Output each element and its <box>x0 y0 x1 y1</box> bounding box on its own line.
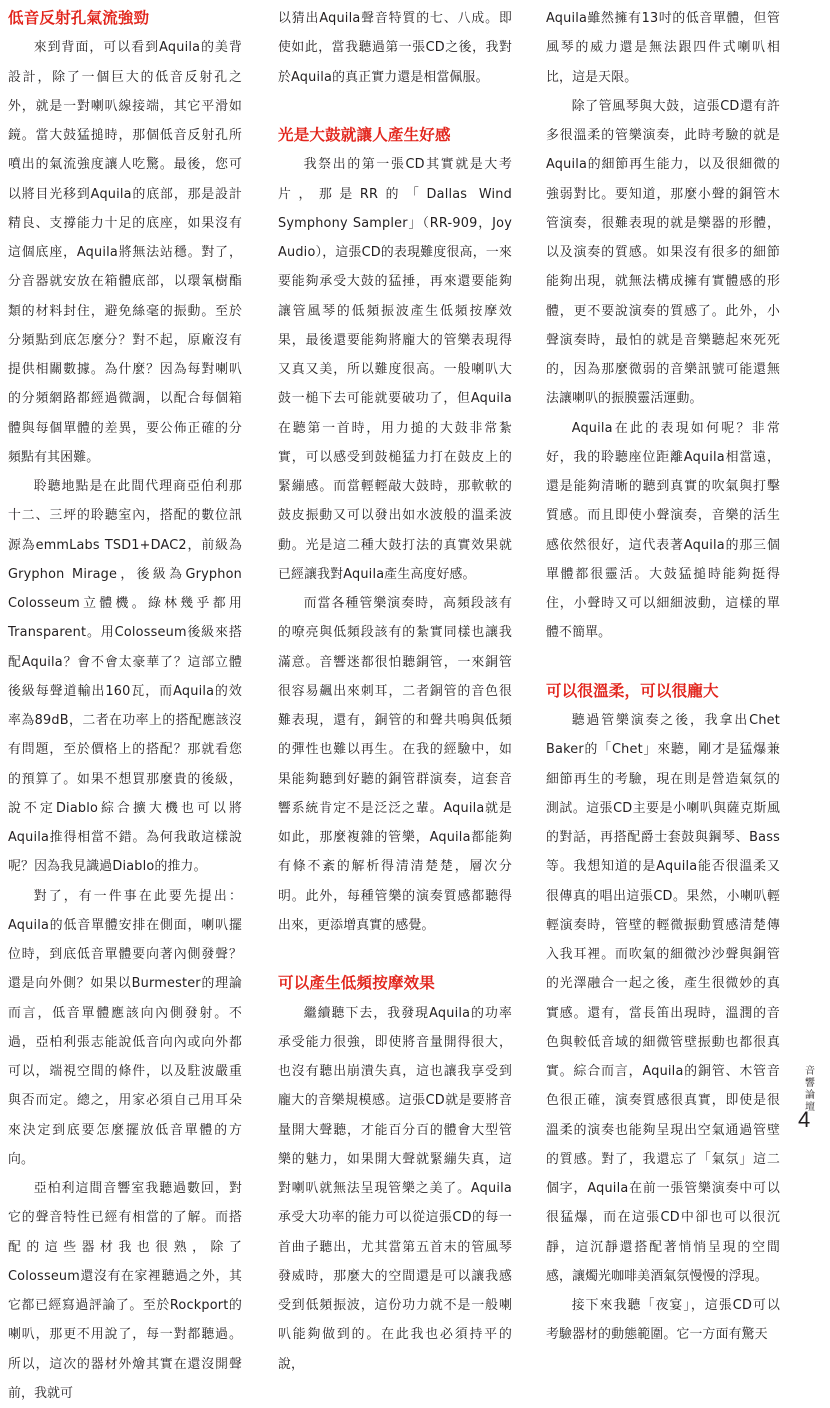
body-paragraph: 聆聽地點是在此間代理商亞伯利那十二、三坪的聆聽室內，搭配的數位訊源為emmLabs TSD1+DAC2，前級為Gryphon Mirage，後級為Gryphon Colosseum立體機。綠林幾乎都用Transparent。用Colosseum後級來搭配Aquila？會不會太豪華了？這部立體後級每聲道輸出160瓦，而Aquila的效率為89dB，二者在功率上的搭配應該沒有問題，至於價格上的搭配？那就看您的預算了。如果不想買那麼貴的後級，說不定Diablo綜合擴大機也可以將Aquila推得相當不錯。為何我敢這樣說呢？因為我見識過Diablo的推力。 <box>8 479 242 875</box>
body-paragraph: 除了管風琴與大鼓，這張CD還有許多很溫柔的管樂演奏，此時考驗的就是Aquila的細節再生能力，以及很細微的強弱對比。要知道，那麼小聲的銅管木管演奏，很難表現的就是樂器的形體，以及演奏的質感。如果沒有很多的細節能夠出現，就無法構成擁有實體感的形體，更不要說演奏的質感了。此外，小聲演奏時，最怕的就是音樂聽起來死死的，因為那麼微弱的音樂訊號可能還無法讓喇叭的振膜靈活運動。 <box>546 98 780 407</box>
article-column-1 <box>8 4 242 1408</box>
article-column-2 <box>278 4 512 1379</box>
section-heading: 可以很溫柔，可以很龐大 <box>546 681 719 700</box>
body-paragraph-continued: 以猜出Aquila聲音特質的七、八成。即使如此，當我聽過第一張CD之後，我對於Aquila的真正實力還是相當佩服。 <box>278 11 512 85</box>
body-paragraph: 繼續聽下去，我發現Aquila的功率承受能力很強，即使將音量開得很大，也沒有聽出崩潰失真，這也讓我享受到龐大的音樂規模感。這張CD就是要將音量開大聲聽，才能百分百的體會大型管樂的魅力，如果開大聲就緊繃失真，這對喇叭就無法呈現管樂之美了。Aquila承受大功率的能力可以從這張CD的每一首曲子聽出，尤其當第五首末的管風琴發威時，那麼大的空間還是可以讓我感受到低頻振波，這份功力就不是一般喇叭能夠做到的。在此我也必須持平的說， <box>278 1005 512 1372</box>
body-paragraph: 而當各種管樂演奏時，高頻段該有的嘹亮與低頻段該有的紮實同樣也讓我滿意。音響迷都很怕聽銅管，一來銅管很容易飆出來刺耳，二者銅管的音色很難表現，還有，銅管的和聲共鳴與低頻的彈性也難以再生。在我的經驗中，如果能夠聽到好聽的銅管群演奏，這套音響系統肯定不是泛泛之輩。Aquila就是如此，那麼複雜的管樂，Aquila都能夠有條不紊的解析得清清楚楚，層次分明。此外，每種管樂的演奏質感都聽得出來，更添增真實的感覺。 <box>278 596 512 933</box>
section-heading: 光是大鼓就讓人產生好感 <box>278 126 451 144</box>
magazine-name-label: 音響論壇 <box>805 1066 815 1113</box>
body-paragraph: 接下來我聽「夜宴」，這張CD可以考驗器材的動態範圍。它一方面有驚天 <box>546 1298 780 1343</box>
body-paragraph-continued: Aquila雖然擁有13吋的低音單體，但管風琴的威力還是無法跟四件式喇叭相比，這是天限。 <box>546 11 780 85</box>
article-column-3 <box>546 4 780 1350</box>
body-paragraph: 亞柏利這間音響室我聽過數回，對它的聲音特性已經有相當的了解。而搭配的這些器材我也很熟，除了Colosseum還沒有在家裡聽過之外，其它都已經寫過評論了。至於Rockport的喇叭，那更不用說了，每一對都聽過。所以，這次的器材外燴其實在還沒開聲前，我就可 <box>8 1181 242 1401</box>
body-paragraph: 來到背面，可以看到Aquila的美背設計，除了一個巨大的低音反射孔之外，就是一對喇叭線接端，其它平滑如鏡。當大鼓猛搥時，那個低音反射孔所噴出的氣流強度讓人吃驚。最後，您可以將目光移到Aquila的底部，那是設計精良、支撐能力十足的底座，如果沒有這個底座，Aquila將無法站穩。對了，分音器就安放在箱體底部，以環氧樹酯類的材料封住，避免絲毫的振動。至於分頻點到底怎麼分？對不起，原廠沒有提供相關數據。為什麼？因為每對喇叭的分頻網路都經過微調，以配合每個箱體與每個單體的差異，要公佈正確的分頻點有其困難。 <box>8 40 242 465</box>
page-number: 4 <box>798 1107 811 1132</box>
body-paragraph: Aquila在此的表現如何呢？非常好，我的聆聽座位距離Aquila相當遠，還是能夠清晰的聽到真實的吹氣與打擊質感。而且即使小聲演奏，音樂的活生感依然很好，這代表著Aquila的那三個單體都很靈活。大鼓猛搥時能夠挺得住，小聲時又可以細細波動，這樣的單體不簡單。 <box>546 420 780 641</box>
section-heading: 可以產生低頻按摩效果 <box>278 974 436 993</box>
section-heading: 低音反射孔氣流強勁 <box>8 9 150 27</box>
body-paragraph: 聽過管樂演奏之後，我拿出Chet Baker的「Chet」來聽，剛才是猛爆兼細節再生的考驗，現在則是營造氣氛的測試。這張CD主要是小喇叭與薩克斯風的對話，再搭配爵士套鼓與鋼琴、Bass等。我想知道的是Aquila能否很溫柔又很傳真的唱出這張CD。果然，小喇叭輕輕演奏時，管壁的輕微振動質感清楚傳入我耳裡。而吹氣的細微沙沙聲與銅管的光澤融合一起之後，產生很微妙的真實感。還有，當長笛出現時，溫潤的音色與較低音域的細微管壁振動也都很真實。綜合而言，Aquila的銅管、木管音色很正確，演奏質感很真實，即使是很溫柔的演奏也能夠呈現出空氣通過管壁的質感。對了，我還忘了「氣氛」這二個字，Aquila在前一張管樂演奏中可以很猛爆，而在這張CD中卻也可以很沉靜，這沉靜還搭配著悄悄呈現的空間感，讓燭光咖啡美酒氣氛慢慢的浮現。 <box>546 713 780 1284</box>
body-paragraph: 我祭出的第一張CD其實就是大考片，那是RR的「Dallas Wind Symphony Sampler」（RR-909，Joy Audio），這張CD的表現難度很高，一來要能夠承受大鼓的猛捶，再來還要能夠讓管風琴的低頻振波產生低頻按摩效果，最後還要能夠將龐大的管樂表現得又真又美，所以難度很高。一般喇叭大鼓一槌下去可能就要破功了，但Aquila在聽第一首時，用力搥的大鼓非常紮實，可以感受到鼓槌猛力打在鼓皮上的緊繃感。而當輕輕敲大鼓時，那軟軟的鼓皮振動又可以發出如水波般的溫柔波動。光是這二種大鼓打法的真實效果就已經讓我對Aquila產生高度好感。 <box>278 157 512 582</box>
body-paragraph: 對了，有一件事在此要先提出：Aquila的低音單體安排在側面，喇叭擺位時，到底低音單體要向著內側發聲？還是向外側？如果以Burmester的理論而言，低音單體應該向內側發射。不過，亞柏利張志能說低音向內或向外都可以，端視空間的條件，以及駐波嚴重與否而定。總之，用家必須自己用耳朵來決定到底要怎麼擺放低音單體的方向。 <box>8 888 242 1167</box>
